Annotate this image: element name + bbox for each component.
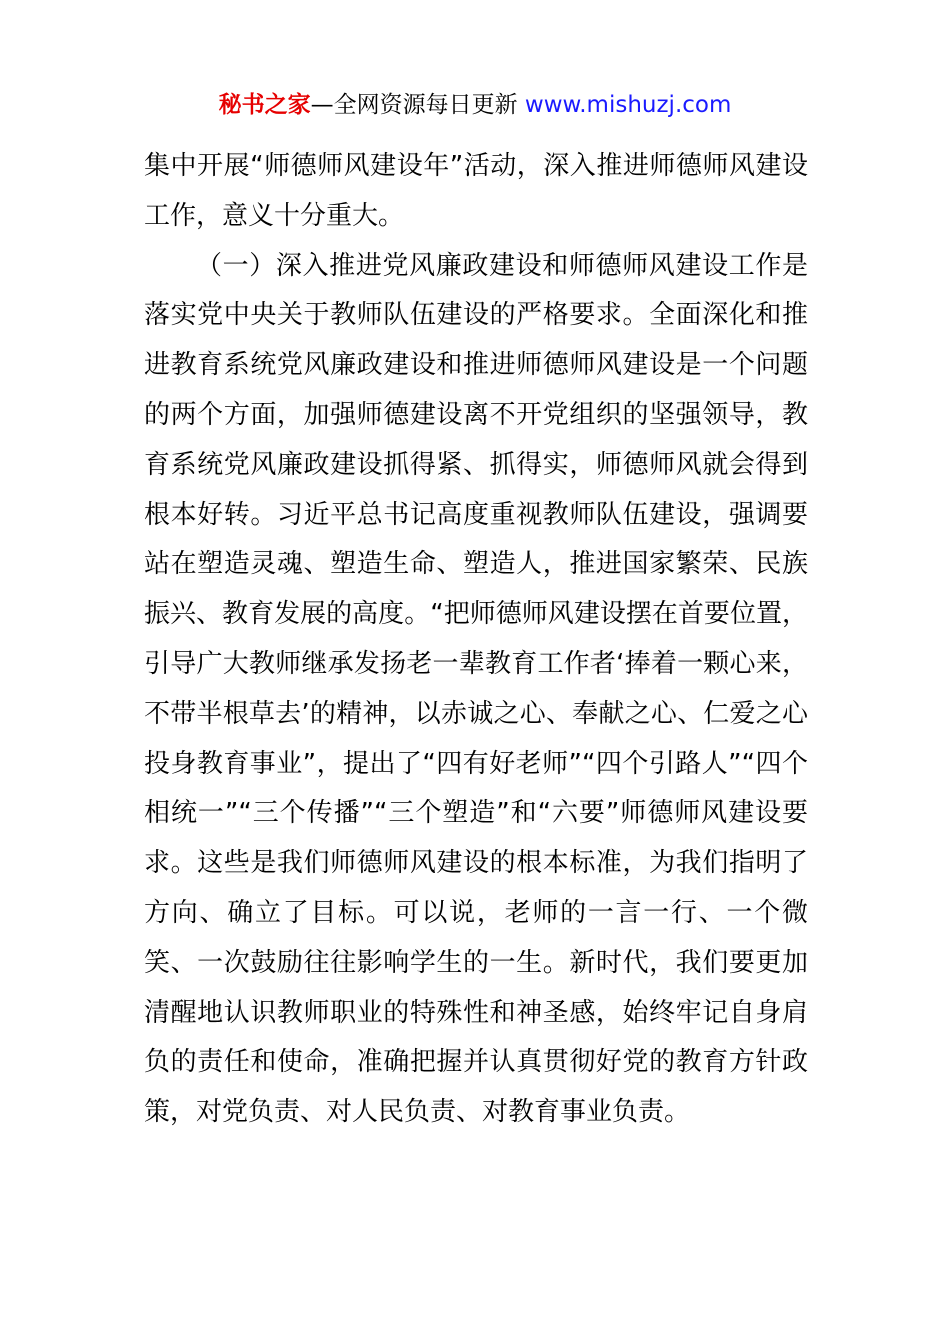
paragraph-continuation: 集中开展“师德师风建设年”活动，深入推进师德师风建设工作，意义十分重大。	[144, 151, 808, 231]
header-tagline: —全网资源每日更新	[310, 92, 525, 118]
page-header	[0, 88, 950, 122]
document-body	[144, 142, 808, 1138]
site-url-link[interactable]: www.mishuzj.com	[524, 92, 732, 118]
paragraph-section-one: （一）深入推进党风廉政建设和师德师风建设工作是落实党中央关于教师队伍建设的严格要求。全面深化和推进教育系统党风廉政建设和推进师德师风建设是一个问题的两个方面，加强师德建设离不开党组织的坚强领导，教育系统党风廉政建设抓得紧、抓得实，师德师风就会得到根本好转。习近平总书记高度重视教师队伍建设，强调要站在塑造灵魂、塑造生命、塑造人，推进国家繁荣、民族振兴、教育发展的高度。“把师德师风建设摆在首要位置，引导广大教师继承发扬老一辈教育工作者‘捧着一颗心来，不带半根草去’的精神，以赤诚之心、奉献之心、仁爱之心投身教育事业”，提出了“四有好老师”“四个引路人”“四个相统一”“三个传播”“三个塑造”和“六要”师德师风建设要求。这些是我们师德师风建设的根本标准，为我们指明了方向、确立了目标。可以说，老师的一言一行、一个微笑、一次鼓励往往影响学生的一生。新时代，我们要更加清醒地认识教师职业的特殊性和神圣感，始终牢记自身肩负的责任和使命，准确把握并认真贯彻好党的教育方针政策，对党负责、对人民负责、对教育事业负责。	[144, 250, 808, 1128]
brand-name: 秘书之家	[218, 92, 311, 118]
